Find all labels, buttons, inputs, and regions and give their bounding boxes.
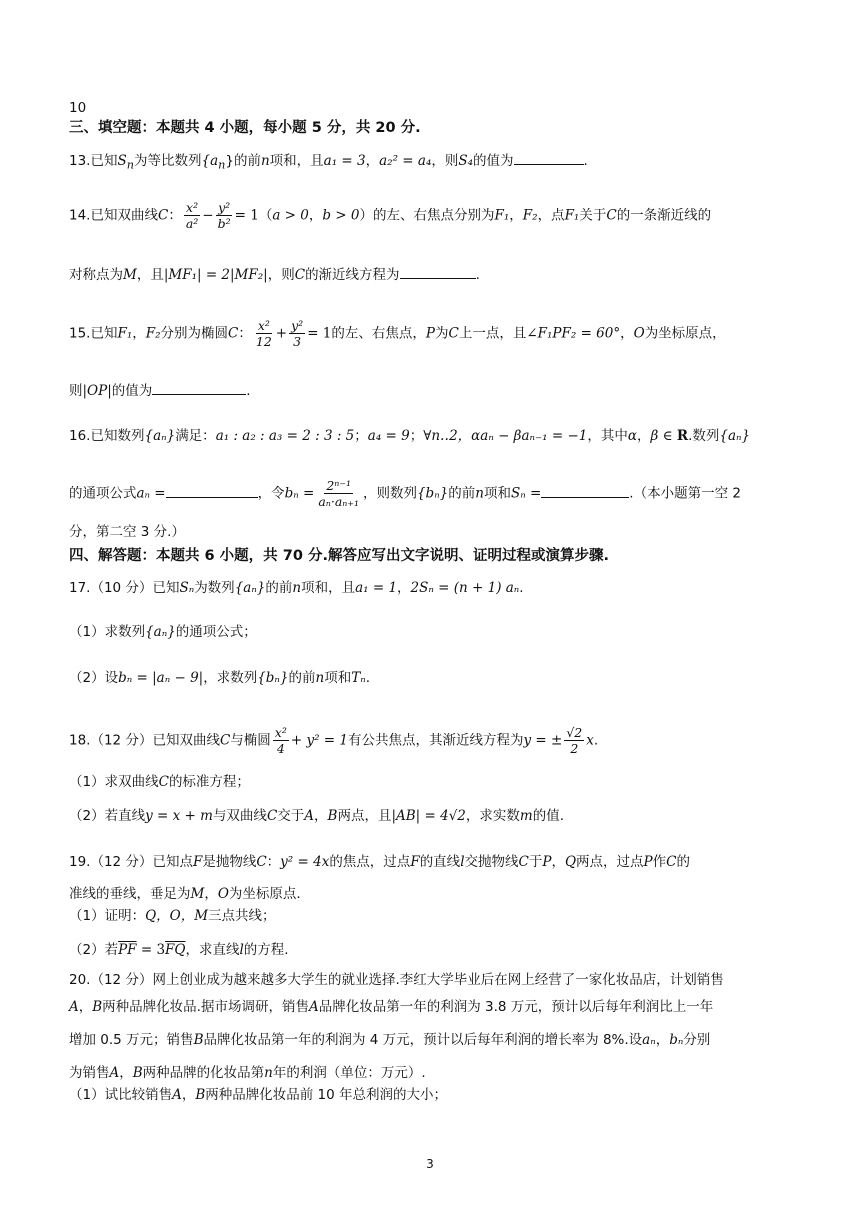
q14-C: C	[157, 207, 169, 224]
q16-text: ，	[636, 428, 651, 444]
q13-text: ，则	[431, 153, 459, 169]
question-18-part2	[69, 806, 800, 826]
q16-text: ；	[354, 428, 368, 444]
q17-text: （1）求数列	[69, 624, 146, 640]
q13-S-sub: n	[126, 158, 134, 172]
q14-text: ，点	[537, 207, 565, 224]
section4-title: 四、解答题：本题共 6 小题，共 70 分.解答应写出文字说明、证明过程或演算步骤.	[69, 548, 609, 564]
q20-A3: A	[109, 1065, 120, 1081]
question-14-line1: 14.已知双曲线C： $\frac{\text{x²}}{\text{a²}}$ − $\frac{\text{y²}}{\text{b²}}$ = 1（a > 0，b > 0）的左、右焦点分别为F₁，F₂，点F₁关于C的一条渐近线的	[69, 200, 712, 231]
q19-O: O	[217, 886, 229, 902]
q18-C3: C	[266, 808, 278, 824]
q20-text: ，	[655, 1032, 670, 1048]
q19-text: 作	[652, 854, 667, 870]
q15-OP: |OP|	[82, 383, 112, 399]
q14-F1b: F₁	[564, 207, 580, 224]
q15-text: ，	[620, 325, 634, 342]
question-20-line4	[69, 1063, 800, 1083]
q13-S: S	[117, 153, 127, 169]
q19-l: l	[460, 854, 465, 870]
question-16-line2	[69, 478, 800, 509]
q14-minus: −	[202, 207, 214, 224]
q15-text: 则	[69, 383, 83, 399]
q15-angle: ∠F₁PF₂ = 60°	[526, 325, 621, 342]
q15-f12: 12	[255, 334, 272, 349]
q16-text: 的前	[448, 485, 476, 502]
q19-C2: C	[518, 854, 529, 870]
q15-frac-x	[254, 318, 274, 349]
q13-text: 项和，且	[269, 153, 324, 169]
q20-text: ，	[181, 1087, 196, 1103]
q13-sep: ，	[365, 153, 380, 169]
q14-F2: F₂	[522, 207, 538, 224]
q20-B3: B	[132, 1065, 143, 1081]
q20-B2: B	[193, 1032, 204, 1048]
q19-colon: ：	[266, 854, 281, 870]
q16-beta: β ∈	[650, 428, 677, 444]
q19-vector-FQ: $\overline{FQ}$	[165, 942, 186, 958]
q14-text: （	[258, 207, 273, 224]
q16-ratio: a₁ : a₂ : a₃ = 2 : 3 : 5	[215, 428, 355, 444]
q16-an: aₙ =	[136, 485, 166, 502]
q20-A2: A	[308, 999, 319, 1015]
q17-bn: bₙ = |aₙ − 9|	[118, 670, 204, 686]
q18-end: .	[593, 732, 599, 749]
q14-text: 关于	[579, 207, 607, 224]
question-20-line2	[69, 997, 800, 1017]
q19-text: （1）证明：	[69, 908, 146, 924]
question-20-line3	[69, 1030, 800, 1050]
q14-c2: b > 0	[322, 207, 360, 224]
question-13	[69, 150, 800, 176]
q16-text: 16.已知数列	[69, 428, 145, 444]
q18-frac-x	[273, 725, 289, 756]
q16-text: .（本小题第一空 2	[629, 485, 741, 502]
q16-forall: ∀n‥2，αaₙ − βaₙ₋₁ = −1	[423, 428, 588, 444]
q19-text: 于	[528, 854, 543, 870]
q18-frac-sqrt	[564, 725, 584, 756]
q14-colon: ：	[168, 207, 182, 224]
q16-bn: bₙ =	[284, 485, 315, 502]
q14-fb: b²	[217, 216, 231, 231]
q18-f4: 4	[276, 741, 285, 756]
q16-fnum: 2ⁿ⁻¹	[326, 478, 351, 493]
question-19-part2	[69, 940, 800, 960]
q15-text: ，	[132, 325, 146, 342]
q16-Sn: Sₙ =	[510, 485, 542, 502]
q15-eq: = 1	[307, 325, 332, 342]
q18-x: x	[586, 732, 594, 749]
q15-C2: C	[448, 325, 459, 342]
q18-A: A	[304, 808, 315, 824]
q18-C2: C	[158, 774, 169, 790]
question-15-line2	[69, 380, 800, 401]
q13-cond2: a₂² = a₄	[379, 153, 432, 169]
q19-eq: y² = 4x	[280, 854, 330, 870]
q16-frac	[316, 478, 361, 509]
q19-vector-PF: $\overline{PF}$	[118, 942, 137, 958]
q19-P: P	[542, 854, 552, 870]
q15-text: 的值为	[111, 383, 153, 399]
q13-end: .	[583, 153, 588, 169]
top-number: 10	[69, 100, 87, 116]
q15-fy: y²	[291, 318, 304, 333]
q20-text: 分别	[683, 1032, 711, 1048]
question-16-line1	[69, 426, 800, 446]
q14-text: 14.已知双曲线	[69, 207, 158, 224]
q19-text: 三点共线；	[208, 908, 276, 924]
q19-text: 的方程.	[243, 942, 289, 958]
q20-text: 两种品牌化妆品前 10 年总利润的大小；	[205, 1087, 448, 1103]
q19-M: M	[190, 886, 205, 902]
q18-text: 18.（12 分）已知双曲线	[69, 732, 220, 749]
q16-answer-blank-2[interactable]	[541, 483, 629, 498]
q15-text: 的左、右焦点，	[331, 325, 426, 342]
q16-text: 满足：	[175, 428, 216, 444]
q16-text: ；	[409, 428, 424, 444]
q16-seq: {aₙ}	[144, 428, 176, 444]
q17-text: 的通项公式；	[175, 624, 257, 640]
q17-n2: n	[315, 670, 325, 686]
q15-end: .	[246, 383, 251, 399]
q16-n: n	[475, 485, 484, 502]
q17-c2: 2Sₙ = (n + 1) aₙ	[410, 580, 520, 596]
q20-text: 两种品牌的化妆品第	[142, 1065, 265, 1081]
q19-C3: C	[666, 854, 677, 870]
question-18-part1	[69, 772, 800, 792]
q17-seq: {aₙ}	[234, 580, 266, 596]
q18-fnum: √2	[566, 725, 583, 740]
q15-text: 分别为椭圆	[160, 325, 229, 342]
q14-text: ）的左、右焦点分别为	[359, 207, 495, 224]
q20-text: 为销售	[69, 1065, 110, 1081]
q18-fx: x²	[274, 725, 287, 740]
q14-text: ，且	[136, 267, 164, 283]
q20-n: n	[264, 1065, 273, 1081]
q13-answer-blank[interactable]	[514, 150, 584, 165]
q18-line: y = x + m	[145, 808, 213, 824]
q20-text: 年的利润（单位：万元）.	[272, 1065, 426, 1081]
q17-text: 项和	[324, 670, 352, 686]
q20-B: B	[92, 999, 103, 1015]
q16-R: R	[676, 428, 689, 444]
q17-c1: a₁ = 1	[355, 580, 398, 596]
q16-alpha: α	[627, 428, 637, 444]
question-17-part1	[69, 622, 800, 642]
q13-n: n	[260, 153, 270, 169]
q13-S4: S₄	[458, 153, 474, 169]
q16-seq2: {aₙ}	[719, 428, 751, 444]
q20-text: 品牌化妆品第一年的利润为 3.8 万元，预计以后每年利润比上一年	[318, 999, 714, 1015]
q16-text: ，则数列	[362, 485, 417, 502]
q20-A4: A	[172, 1087, 182, 1103]
q17-text: 项和，且	[301, 580, 356, 596]
q20-B4: B	[195, 1087, 206, 1103]
q19-Q: Q	[564, 854, 577, 870]
q15-O: O	[633, 325, 645, 342]
q13-text: 13.已知	[69, 153, 118, 169]
q15-C: C	[228, 325, 239, 342]
q16-text: .数列	[688, 428, 720, 444]
q15-F2: F₂	[145, 325, 161, 342]
q14-fx: x²	[186, 200, 199, 215]
q17-bseq: {bₙ}	[257, 670, 289, 686]
q15-text: 上一点，且	[458, 325, 527, 342]
q13-cond1: a₁ = 3	[323, 153, 366, 169]
q17-text: ，	[397, 580, 411, 596]
question-15-line1	[69, 318, 800, 349]
q18-asym: y = ±	[523, 732, 563, 749]
question-18	[69, 725, 800, 756]
q14-text: ，则	[267, 267, 295, 283]
q13-text: 为等比数列	[133, 153, 202, 169]
q16-text: 的通项公式	[69, 485, 137, 502]
q15-plus: +	[275, 325, 288, 342]
q20-text: （1）试比较销售	[69, 1087, 173, 1103]
q19-C: C	[256, 854, 267, 870]
q20-an: aₙ	[642, 1032, 656, 1048]
q17-text: （2）设	[69, 670, 119, 686]
q18-fden: 2	[570, 741, 579, 756]
question-19-part1	[69, 906, 800, 926]
q14-eq: = 1	[234, 207, 259, 224]
q17-Tn: Tₙ	[351, 670, 366, 686]
q19-text: 的	[676, 854, 690, 870]
q18-text: 与双曲线	[212, 808, 267, 824]
q16-fden: aₙ·aₙ₊₁	[318, 494, 359, 509]
q18-rest: + y² = 1	[290, 732, 348, 749]
q20-A: A	[69, 999, 79, 1015]
q14-answer-blank[interactable]	[400, 264, 476, 279]
q19-text: 为坐标原点.	[228, 886, 301, 902]
q14-text: 的一条渐近线的	[616, 207, 712, 224]
q15-text: 为坐标原点，	[644, 325, 726, 342]
q19-text: 的直线	[419, 854, 461, 870]
q20-text: ，	[78, 999, 93, 1015]
q16-a4: a₄ = 9	[367, 428, 410, 444]
q17-n: n	[292, 580, 302, 596]
q19-text: 是抛物线	[202, 854, 257, 870]
q19-eq2: = 3	[136, 942, 166, 958]
q14-cond: |MF₁| = 2|MF₂|	[163, 267, 268, 283]
q17-text: .	[365, 670, 370, 686]
q14-F1: F₁	[494, 207, 510, 224]
question-14-line2	[69, 264, 800, 285]
q19-P2: P	[643, 854, 653, 870]
q14-text: 的渐近线方程为	[305, 267, 400, 283]
q18-text: 两点，且	[337, 808, 392, 824]
q17-text: 17.（10 分）已知	[69, 580, 180, 596]
q19-text: ，	[204, 886, 218, 902]
q15-frac-y	[289, 318, 305, 349]
q19-text: 准线的垂线，垂足为	[69, 886, 191, 902]
q17-Sn: Sₙ	[179, 580, 195, 596]
q14-C2: C	[606, 207, 617, 224]
q16-text: ，其中	[587, 428, 628, 444]
q18-text: 的标准方程；	[168, 774, 250, 790]
question-20-line1: 20.（12 分）网上创业成为越来越多大学生的就业选择.李红大学毕业后在网上经营了一家化妆品店，计划销售	[69, 972, 724, 988]
q20-text: 品牌化妆品第一年的利润为 4 万元，预计以后每年利润的增长率为 8%.设	[203, 1032, 643, 1048]
question-19-line1	[69, 852, 800, 872]
q16-answer-blank-1[interactable]	[166, 483, 258, 498]
q19-text: 的焦点，过点	[329, 854, 411, 870]
q14-C3: C	[294, 267, 306, 283]
q15-fx: x²	[257, 318, 270, 333]
q15-text: 15.已知	[69, 325, 118, 342]
q15-F1: F₁	[117, 325, 133, 342]
q17-text: 的前	[288, 670, 316, 686]
q13-seq-sub: n	[218, 158, 226, 172]
q14-fa: a²	[185, 216, 199, 231]
q19-F: F	[192, 854, 203, 870]
q16-text: 项和	[483, 485, 511, 502]
q20-bn: bₙ	[669, 1032, 684, 1048]
q18-C: C	[219, 732, 231, 749]
q19-text: （2）若	[69, 942, 119, 958]
q18-text: 的值.	[532, 808, 565, 824]
q18-text: （2）若直线	[69, 808, 146, 824]
q19-l2: l	[239, 942, 244, 958]
q18-text: ，求实数	[465, 808, 520, 824]
q18-comma: ，	[314, 808, 328, 824]
q18-text: 有公共焦点，其渐近线方程为	[347, 732, 524, 749]
q18-m: m	[519, 808, 533, 824]
q15-P: P	[425, 325, 435, 342]
q13-text: }的前	[225, 153, 261, 169]
q14-text: 对称点为	[69, 267, 123, 283]
question-17-part2	[69, 668, 800, 688]
q17-text: 的前	[265, 580, 293, 596]
q17-text: ，求数列	[203, 670, 258, 686]
q14-end: .	[475, 267, 480, 283]
q19-text: 19.（12 分）已知点	[69, 854, 193, 870]
q19-comma: ，	[551, 854, 565, 870]
q17-text: 为数列	[194, 580, 235, 596]
q19-points: Q，O，M	[145, 908, 209, 924]
q15-colon: ：	[238, 325, 252, 342]
q18-text: （1）求双曲线	[69, 774, 159, 790]
q18-AB: |AB| = 4√2	[391, 808, 466, 824]
q18-B: B	[327, 808, 338, 824]
q18-text: 交于	[277, 808, 305, 824]
q14-frac-x	[184, 200, 200, 231]
q14-M: M	[123, 267, 137, 283]
q13-text: 的值为	[473, 153, 514, 169]
q15-text: 为	[434, 325, 449, 342]
q19-F2: F	[410, 854, 420, 870]
q14-fy: y²	[218, 200, 231, 215]
q15-f3: 3	[293, 334, 302, 349]
q20-text: 两种品牌化妆品.据市场调研，销售	[102, 999, 309, 1015]
q20-text: 增加 0.5 万元；销售	[69, 1032, 194, 1048]
q14-frac-y	[216, 200, 233, 231]
q20-text: ，	[119, 1065, 133, 1081]
q19-text: 两点，过点	[576, 854, 644, 870]
question-19-line2	[69, 884, 800, 904]
q16-bseq: {bₙ}	[416, 485, 449, 502]
section3-title: 三、填空题：本题共 4 小题，每小题 5 分，共 20 分.	[69, 120, 421, 136]
q14-c1: a > 0	[272, 207, 309, 224]
q15-answer-blank[interactable]	[152, 380, 246, 395]
q17-seq2: {aₙ}	[145, 624, 176, 640]
q19-text: 交抛物线	[464, 854, 519, 870]
q16-text: ，令	[257, 485, 285, 502]
question-17	[69, 578, 800, 598]
q19-text: ，求直线	[185, 942, 240, 958]
q13-seq: {a	[201, 153, 219, 169]
page-number: 3	[426, 1157, 434, 1171]
q18-text: 与椭圆	[230, 732, 271, 749]
q17-end: .	[519, 580, 524, 596]
question-16-line3: 分，第二空 3 分.）	[69, 524, 185, 540]
question-20-part1	[69, 1085, 800, 1105]
